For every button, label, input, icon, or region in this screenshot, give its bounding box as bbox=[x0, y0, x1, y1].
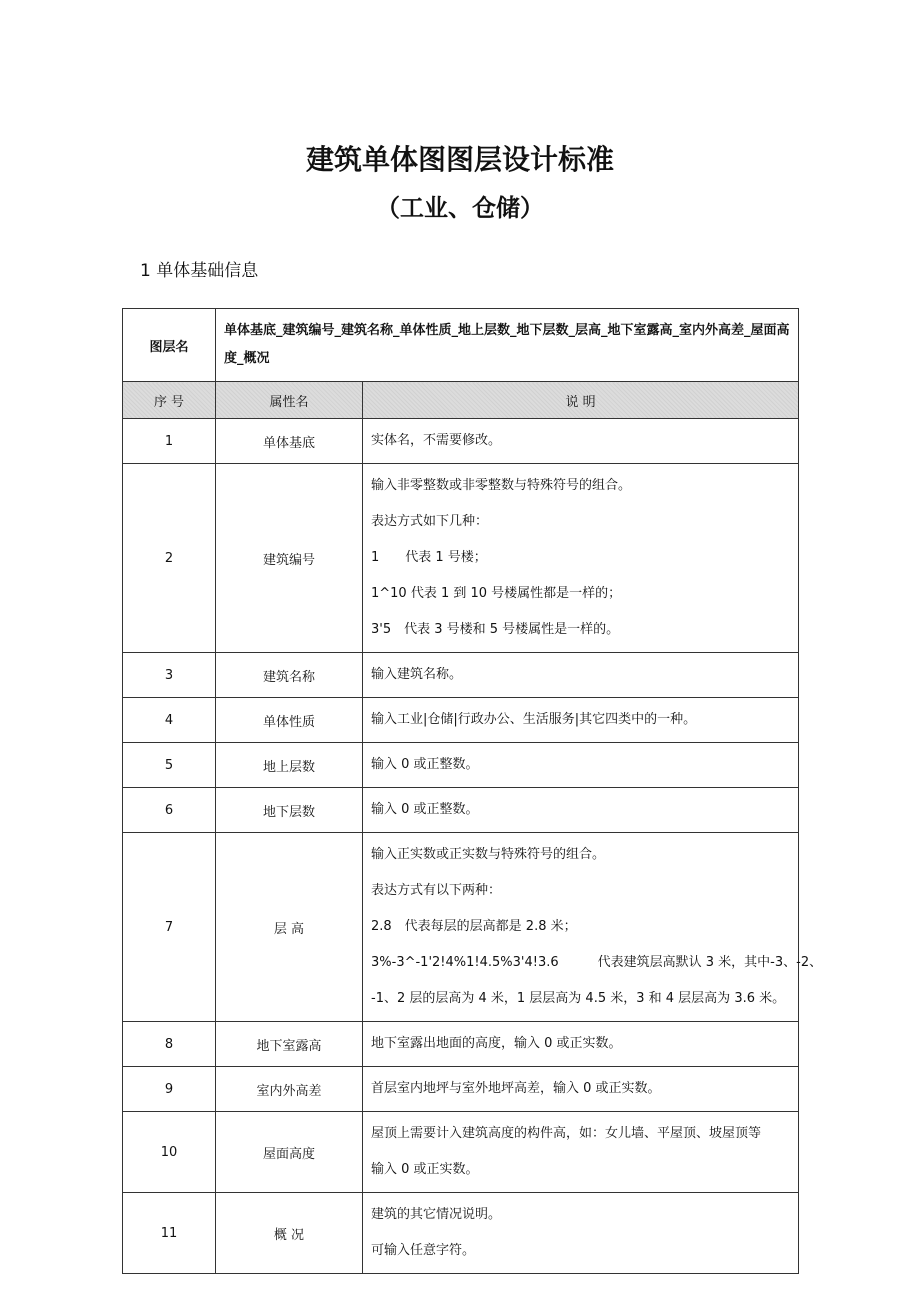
table-row bbox=[123, 464, 799, 653]
description-line: 屋顶上需要计入建筑高度的构件高，如：女儿墙、平屋顶、坡屋顶等 bbox=[371, 1126, 762, 1141]
row-attribute: 地下层数 bbox=[216, 788, 363, 833]
table-row bbox=[123, 833, 799, 1022]
section-heading: 1 单体基础信息 bbox=[140, 261, 259, 281]
description-line: 3'5 代表 3 号楼和 5 号楼属性是一样的。 bbox=[371, 622, 620, 637]
row-description bbox=[363, 1112, 799, 1193]
layer-name-value: 单体基底_建筑编号_建筑名称_单体性质_地上层数_地下层数_层高_地下室露高_室内外高差_屋面高度_概况 bbox=[216, 309, 799, 382]
row-index: 9 bbox=[123, 1067, 216, 1112]
row-index: 10 bbox=[123, 1112, 216, 1193]
layer-name-row bbox=[123, 309, 799, 382]
description-line: 实体名，不需要修改。 bbox=[371, 433, 502, 448]
description-line: 表达方式有以下两种： bbox=[371, 883, 502, 898]
row-attribute: 地上层数 bbox=[216, 743, 363, 788]
row-attribute: 层 高 bbox=[216, 833, 363, 1022]
row-index: 3 bbox=[123, 653, 216, 698]
description-line: 3%-3^-1'2!4%1!4.5%3'4!3.6 代表建筑层高默认 3 米，其中-3、-2、 bbox=[371, 955, 823, 970]
header-attribute: 属性名 bbox=[216, 382, 363, 419]
row-attribute: 地下室露高 bbox=[216, 1022, 363, 1067]
description-line: -1、2 层的层高为 4 米，1 层层高为 4.5 米，3 和 4 层层高为 3.6 米。 bbox=[371, 991, 786, 1006]
row-description bbox=[363, 653, 799, 698]
description-line: 输入建筑名称。 bbox=[371, 667, 463, 682]
row-index: 4 bbox=[123, 698, 216, 743]
row-description bbox=[363, 788, 799, 833]
row-index: 5 bbox=[123, 743, 216, 788]
description-line: 输入 0 或正实数。 bbox=[371, 1162, 479, 1177]
description-line: 输入 0 或正整数。 bbox=[371, 802, 479, 817]
table-row bbox=[123, 743, 799, 788]
table-row bbox=[123, 1067, 799, 1112]
document-subtitle: （工业、仓储） bbox=[376, 194, 544, 222]
row-description bbox=[363, 698, 799, 743]
description-line: 表达方式如下几种： bbox=[371, 514, 489, 529]
table-row bbox=[123, 419, 799, 464]
description-line: 输入非零整数或非零整数与特殊符号的组合。 bbox=[371, 478, 632, 493]
row-attribute: 建筑名称 bbox=[216, 653, 363, 698]
row-attribute: 单体性质 bbox=[216, 698, 363, 743]
table-row bbox=[123, 653, 799, 698]
table-row bbox=[123, 698, 799, 743]
description-line: 2.8 代表每层的层高都是 2.8 米； bbox=[371, 919, 577, 934]
description-line: 输入正实数或正实数与特殊符号的组合。 bbox=[371, 847, 606, 862]
row-description bbox=[363, 833, 823, 1022]
description-line: 输入 0 或正整数。 bbox=[371, 757, 479, 772]
row-index: 1 bbox=[123, 419, 216, 464]
row-description bbox=[363, 1067, 799, 1112]
row-attribute: 建筑编号 bbox=[216, 464, 363, 653]
row-index: 8 bbox=[123, 1022, 216, 1067]
row-attribute: 室内外高差 bbox=[216, 1067, 363, 1112]
table-row bbox=[123, 1022, 799, 1067]
document-title: 建筑单体图图层设计标准 bbox=[305, 143, 614, 176]
row-attribute: 单体基底 bbox=[216, 419, 363, 464]
row-description bbox=[363, 464, 799, 653]
row-description bbox=[363, 419, 799, 464]
row-attribute: 概 况 bbox=[216, 1193, 363, 1274]
row-description bbox=[363, 743, 799, 788]
table-row bbox=[123, 788, 799, 833]
row-description bbox=[363, 1022, 799, 1067]
row-attribute: 屋面高度 bbox=[216, 1112, 363, 1193]
description-line: 首层室内地坪与室外地坪高差，输入 0 或正实数。 bbox=[371, 1081, 661, 1096]
table-row bbox=[123, 1112, 799, 1193]
header-index: 序 号 bbox=[123, 382, 216, 419]
description-line: 输入工业|仓储|行政办公、生活服务|其它四类中的一种。 bbox=[371, 712, 697, 727]
table-row bbox=[123, 1193, 799, 1274]
row-index: 7 bbox=[123, 833, 216, 1022]
table-header-row bbox=[123, 382, 799, 419]
row-index: 11 bbox=[123, 1193, 216, 1274]
description-line: 建筑的其它情况说明。 bbox=[371, 1207, 502, 1222]
description-line: 1 代表 1 号楼； bbox=[371, 550, 487, 565]
description-line: 可输入任意字符。 bbox=[371, 1243, 476, 1258]
description-line: 1^10 代表 1 到 10 号楼属性都是一样的； bbox=[371, 586, 622, 601]
row-description bbox=[363, 1193, 799, 1274]
description-line: 地下室露出地面的高度，输入 0 或正实数。 bbox=[371, 1036, 622, 1051]
layer-standard-table bbox=[122, 308, 823, 1274]
header-description: 说 明 bbox=[363, 382, 799, 419]
layer-name-label: 图层名 bbox=[123, 309, 216, 382]
row-index: 2 bbox=[123, 464, 216, 653]
row-index: 6 bbox=[123, 788, 216, 833]
